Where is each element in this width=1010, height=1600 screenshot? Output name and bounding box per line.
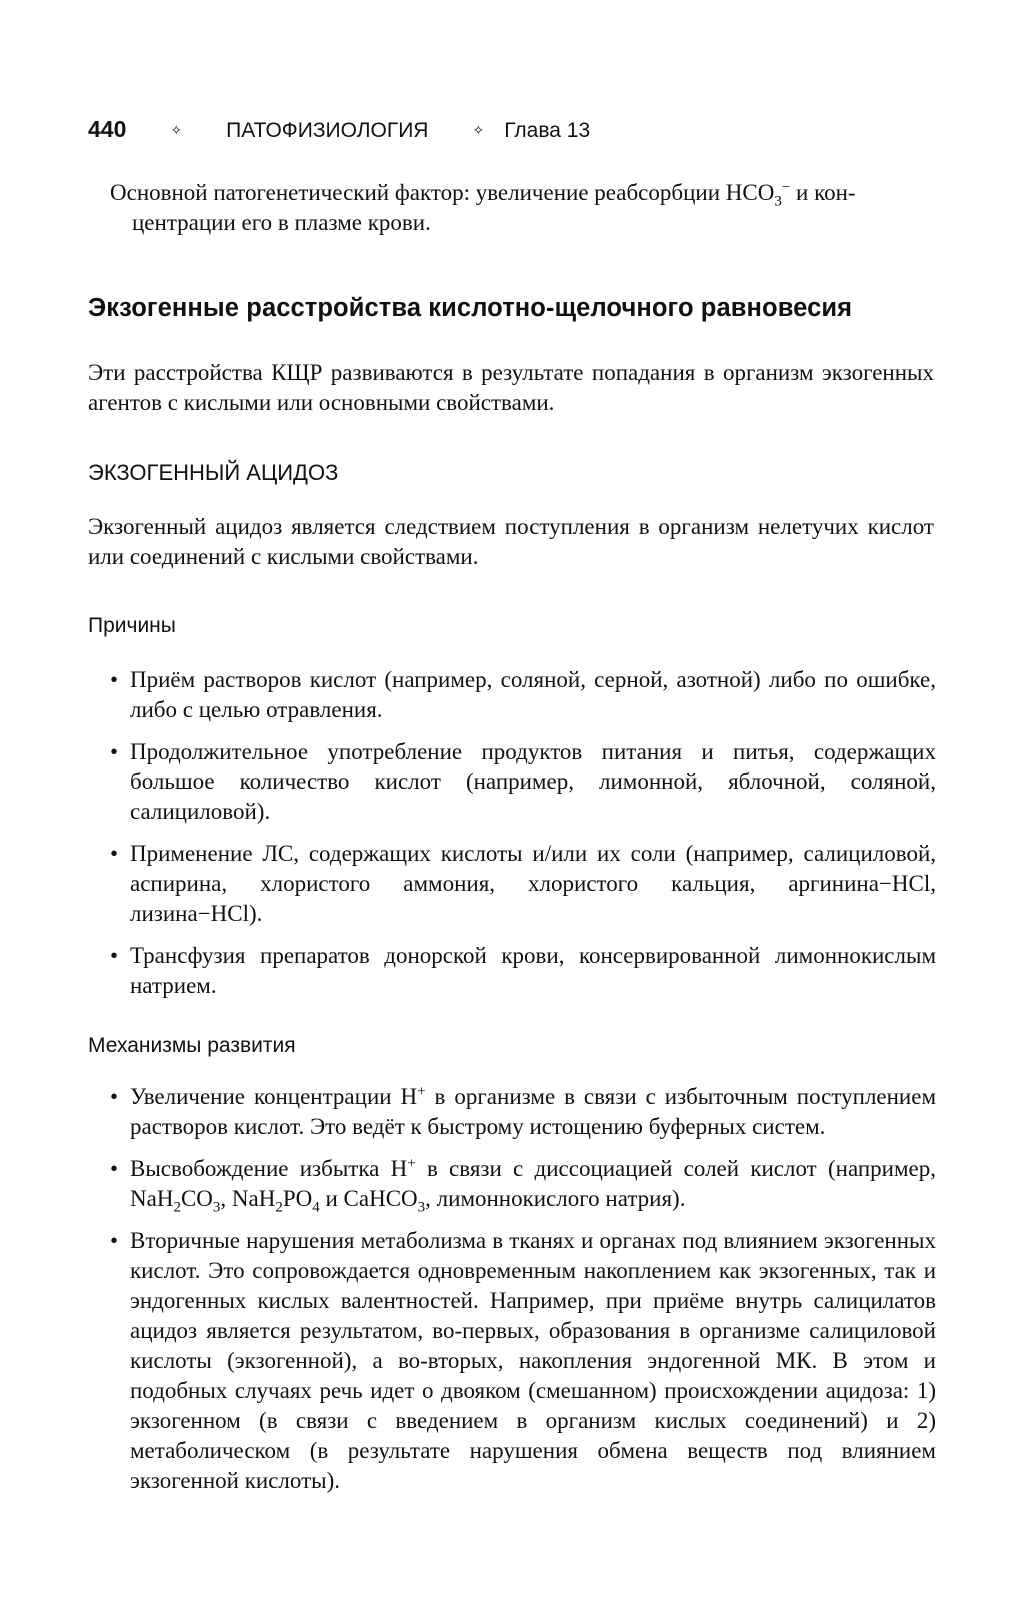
diamond-separator-icon: ✧ bbox=[472, 122, 485, 138]
list-item: • Увеличение концентрации H+ в организме в связи с избыточным поступлением растворов кислот. Это ведёт к быстрому истощению буферных систем. bbox=[110, 1083, 937, 1139]
list-item: • Вторичные нарушения метаболизма в тканях и органах под влиянием экзогенных кислот. Это сопровождается одновременным накоплением как экзогенных, так и эндогенных кислых валентностей. Например, при приёме внутрь салицилатов ацидоз является результатом, во-первых, образования в организме салициловой кислоты (экзогенной), а во-вторых, накопления эндогенной МК. В этом и подобных случаях речь идет о двояком (смешанном) происхождении ацидоза: 1) экзогенном (в связи с введением в организм кислых соединений) и 2) метаболическом (в результате нарушения обмена веществ под влиянием экзогенной кислоты). bbox=[110, 1228, 936, 1493]
page-number: 440 bbox=[88, 116, 127, 142]
running-header bbox=[88, 116, 590, 143]
diamond-separator-icon: ✧ bbox=[170, 122, 183, 138]
section-title: Экзогенные расстройства кислотно-щелочного равновесия bbox=[88, 294, 853, 322]
intro-paragraph bbox=[110, 178, 934, 238]
chapter-label: Глава 13 bbox=[504, 119, 591, 142]
subsection-paragraph: Экзогенный ацидоз является следствием поступления в организм нелетучих кислот или соединений с кислыми свойствами. bbox=[88, 514, 934, 569]
bullet-icon: • bbox=[110, 667, 119, 692]
causes-list bbox=[110, 665, 936, 1013]
subsection-title: ЭКЗОГЕННЫЙ АЦИДОЗ bbox=[88, 460, 339, 485]
bullet-icon: • bbox=[110, 1084, 119, 1109]
bullet-icon: • bbox=[110, 1156, 119, 1181]
mechanisms-heading: Механизмы развития bbox=[88, 1034, 296, 1057]
section-paragraph: Эти расстройства КЩР развиваются в результате попадания в организм экзогенных агентов с кислыми или основными свойствами. bbox=[88, 360, 934, 415]
intro-line-2: центрации его в плазме крови. bbox=[132, 210, 431, 235]
bullet-icon: • bbox=[110, 739, 119, 764]
list-item: • Продолжительное употребление продуктов питания и питья, содержащих большое количество кислот (например, лимонной, яблочной, соляной, салициловой). bbox=[110, 739, 936, 824]
causes-heading: Причины bbox=[88, 614, 176, 637]
list-item: • Высвобождение избытка H+ в связи с диссоциацией солей кислот (например, $NaH_2CO_3$, $NaH_2PO_4$ и CaHCO$_3$, лимоннокислого натрия). bbox=[110, 1155, 936, 1216]
list-item: • Трансфузия препаратов донорской крови, консервированной лимоннокислым натрием. bbox=[110, 943, 936, 998]
list-item: • Приём растворов кислот (например, соляной, серной, азотной) либо по ошибке, либо с целью отравления. bbox=[110, 667, 936, 722]
mechanisms-list bbox=[110, 1082, 936, 1508]
bullet-icon: • bbox=[110, 1228, 119, 1253]
book-title: ПАТОФИЗИОЛОГИЯ bbox=[226, 119, 429, 142]
intro-line-1: Основной патогенетический фактор: увеличение реабсорбции $HCO_3^-$ и кон- bbox=[110, 179, 856, 210]
bullet-icon: • bbox=[110, 841, 119, 866]
bullet-icon: • bbox=[110, 943, 119, 968]
list-item: • Применение ЛС, содержащих кислоты и/или их соли (например, салициловой, аспирина, хлористого аммония, хлористого кальция, аргинина−HCl, лизина−HCl). bbox=[110, 841, 936, 926]
